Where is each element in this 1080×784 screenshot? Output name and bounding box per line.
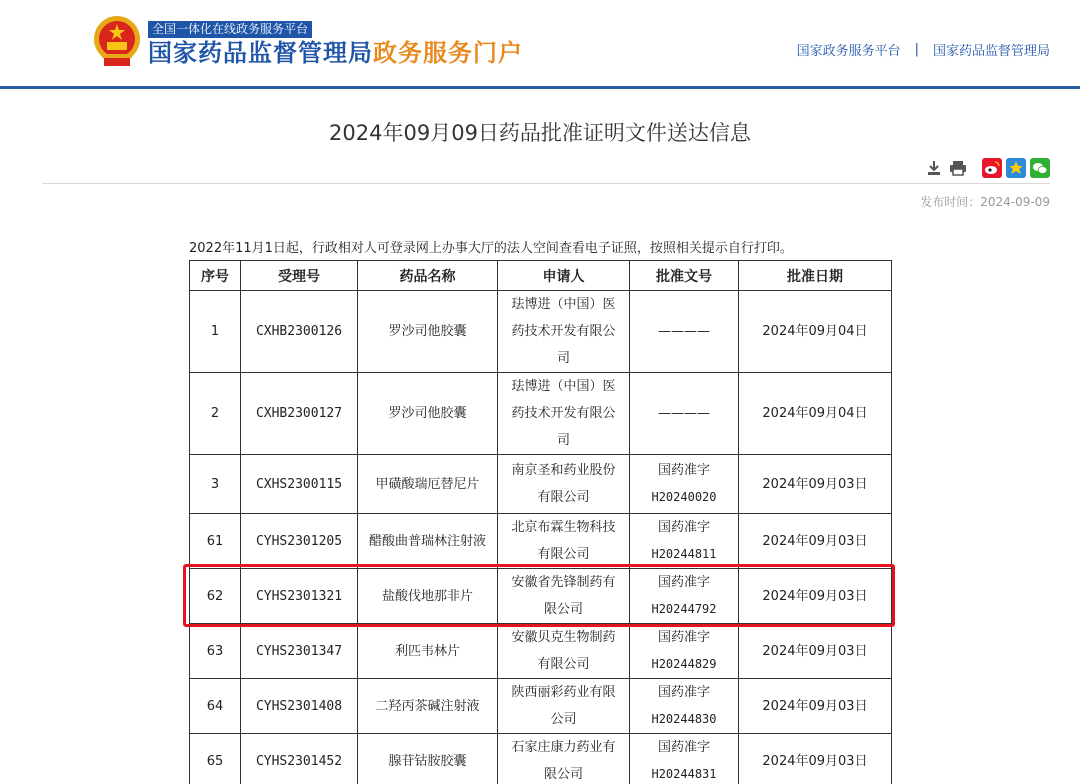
approval-line: 国药准字	[657, 630, 710, 645]
notice-text: 2022年11月1日起，行政相对人可登录网上办事大厅的法人空间查看电子证照，按照相关提示自行打印。	[189, 241, 793, 256]
header-divider	[0, 86, 1080, 89]
link-separator: |	[914, 42, 919, 57]
cell-no: 62	[190, 569, 241, 624]
table-row	[190, 679, 892, 734]
approval-line: 国药准字	[657, 740, 710, 755]
cell-date: 2024年09月04日	[739, 373, 892, 455]
header-approval-date: 批准日期	[739, 261, 892, 291]
table-header-row	[190, 261, 892, 291]
approval-line: H20244829	[651, 657, 717, 671]
cell-accept-no: CYHS2301321	[241, 569, 358, 624]
cell-no: 63	[190, 624, 241, 679]
article-tools	[920, 158, 1050, 178]
site-title-sub: 政务服务门户	[373, 39, 523, 67]
applicant-line: 珐博进（中国）医	[511, 297, 616, 312]
article-title: 2024年09月09日药品批准证明文件送达信息	[329, 121, 751, 145]
qzone-icon[interactable]	[1006, 158, 1026, 178]
table-row	[190, 455, 892, 514]
table-row	[190, 514, 892, 569]
applicant-line: 有限公司	[537, 547, 590, 562]
cell-date: 2024年09月04日	[739, 291, 892, 373]
approval-line: 国药准字	[657, 685, 710, 700]
cell-drug-name: 利匹韦林片	[358, 624, 498, 679]
site-title-main: 国家药品监督管理局	[148, 39, 373, 67]
cell-applicant	[498, 569, 630, 624]
applicant-line: 司	[556, 351, 570, 366]
cell-date: 2024年09月03日	[739, 569, 892, 624]
applicant-line: 安徽贝克生物制药	[511, 630, 616, 645]
cell-no: 1	[190, 291, 241, 373]
cell-applicant	[498, 455, 630, 514]
top-links	[797, 40, 1050, 59]
cell-applicant	[498, 373, 630, 455]
applicant-line: 限公司	[543, 767, 583, 782]
cell-accept-no: CYHS2301347	[241, 624, 358, 679]
cell-accept-no: CXHS2300115	[241, 455, 358, 514]
link-nmpa[interactable]: 国家药品监督管理局	[932, 44, 1050, 59]
approval-line: H20244831	[651, 767, 717, 781]
cell-no: 2	[190, 373, 241, 455]
cell-no: 64	[190, 679, 241, 734]
weibo-icon[interactable]	[982, 158, 1002, 178]
cell-applicant	[498, 291, 630, 373]
approval-line: H20244830	[651, 712, 717, 726]
applicant-line: 南京圣和药业股份	[511, 463, 616, 478]
approval-line: 国药准字	[657, 575, 710, 590]
cell-no: 65	[190, 734, 241, 784]
wechat-icon[interactable]	[1030, 158, 1050, 178]
applicant-line: 药技术开发有限公	[511, 406, 616, 421]
approval-line: 国药准字	[657, 520, 710, 535]
publish-label: 发布时间：	[920, 195, 981, 209]
cell-drug-name: 罗沙司他胶囊	[358, 291, 498, 373]
approvals-table	[189, 260, 892, 784]
cell-approval-no	[630, 291, 739, 373]
approval-line: ————	[658, 324, 710, 339]
cell-date: 2024年09月03日	[739, 734, 892, 784]
site-title[interactable]	[148, 37, 523, 69]
cell-date: 2024年09月03日	[739, 679, 892, 734]
publish-date: 2024-09-09	[980, 195, 1050, 209]
cell-approval-no	[630, 455, 739, 514]
applicant-line: 有限公司	[537, 490, 590, 505]
cell-accept-no: CYHS2301408	[241, 679, 358, 734]
table-row	[190, 734, 892, 784]
table-row	[190, 373, 892, 455]
approval-line: H20244811	[651, 547, 717, 561]
cell-applicant	[498, 514, 630, 569]
header-approval-no: 批准文号	[630, 261, 739, 291]
cell-approval-no	[630, 569, 739, 624]
cell-drug-name: 腺苷钴胺胶囊	[358, 734, 498, 784]
national-emblem-icon	[92, 14, 142, 70]
header-drug-name: 药品名称	[358, 261, 498, 291]
cell-no: 3	[190, 455, 241, 514]
applicant-line: 公司	[550, 712, 577, 727]
cell-date: 2024年09月03日	[739, 455, 892, 514]
cell-drug-name: 醋酸曲普瑞林注射液	[358, 514, 498, 569]
cell-accept-no: CYHS2301205	[241, 514, 358, 569]
approval-line: H20240020	[651, 490, 717, 504]
site-header	[0, 0, 1080, 86]
applicant-line: 有限公司	[537, 657, 590, 672]
approval-line: H20244792	[651, 602, 717, 616]
applicant-line: 安徽省先锋制药有	[511, 575, 616, 590]
cell-approval-no	[630, 373, 739, 455]
cell-accept-no: CXHB2300126	[241, 291, 358, 373]
header-no: 序号	[190, 261, 241, 291]
approval-line: 国药准字	[657, 463, 710, 478]
cell-drug-name: 二羟丙茶碱注射液	[358, 679, 498, 734]
cell-approval-no	[630, 734, 739, 784]
platform-tag[interactable]: 全国一体化在线政务服务平台	[148, 21, 312, 38]
download-icon[interactable]	[924, 158, 944, 178]
cell-applicant	[498, 734, 630, 784]
cell-applicant	[498, 624, 630, 679]
cell-date: 2024年09月03日	[739, 624, 892, 679]
header-applicant: 申请人	[498, 261, 630, 291]
cell-applicant	[498, 679, 630, 734]
table-row	[190, 624, 892, 679]
applicant-line: 药技术开发有限公	[511, 324, 616, 339]
applicant-line: 司	[556, 433, 570, 448]
cell-no: 61	[190, 514, 241, 569]
applicant-line: 石家庄康力药业有	[511, 740, 616, 755]
link-national-gov-service[interactable]: 国家政务服务平台	[796, 44, 901, 59]
cell-drug-name: 盐酸伐地那非片	[358, 569, 498, 624]
applicant-line: 珐博进（中国）医	[511, 379, 616, 394]
applicant-line: 限公司	[543, 602, 583, 617]
cell-approval-no	[630, 624, 739, 679]
cell-drug-name: 甲磺酸瑞厄替尼片	[358, 455, 498, 514]
print-icon[interactable]	[948, 158, 968, 178]
publish-time	[920, 193, 1050, 210]
cell-date: 2024年09月03日	[739, 514, 892, 569]
approval-line: ————	[658, 406, 710, 421]
cell-drug-name: 罗沙司他胶囊	[358, 373, 498, 455]
table-row-highlighted	[190, 569, 892, 624]
table-row	[190, 291, 892, 373]
applicant-line: 陕西丽彩药业有限	[511, 685, 616, 700]
cell-approval-no	[630, 514, 739, 569]
applicant-line: 北京布霖生物科技	[511, 520, 616, 535]
cell-approval-no	[630, 679, 739, 734]
title-divider	[42, 183, 1050, 184]
cell-accept-no: CXHB2300127	[241, 373, 358, 455]
header-accept-no: 受理号	[241, 261, 358, 291]
cell-accept-no: CYHS2301452	[241, 734, 358, 784]
